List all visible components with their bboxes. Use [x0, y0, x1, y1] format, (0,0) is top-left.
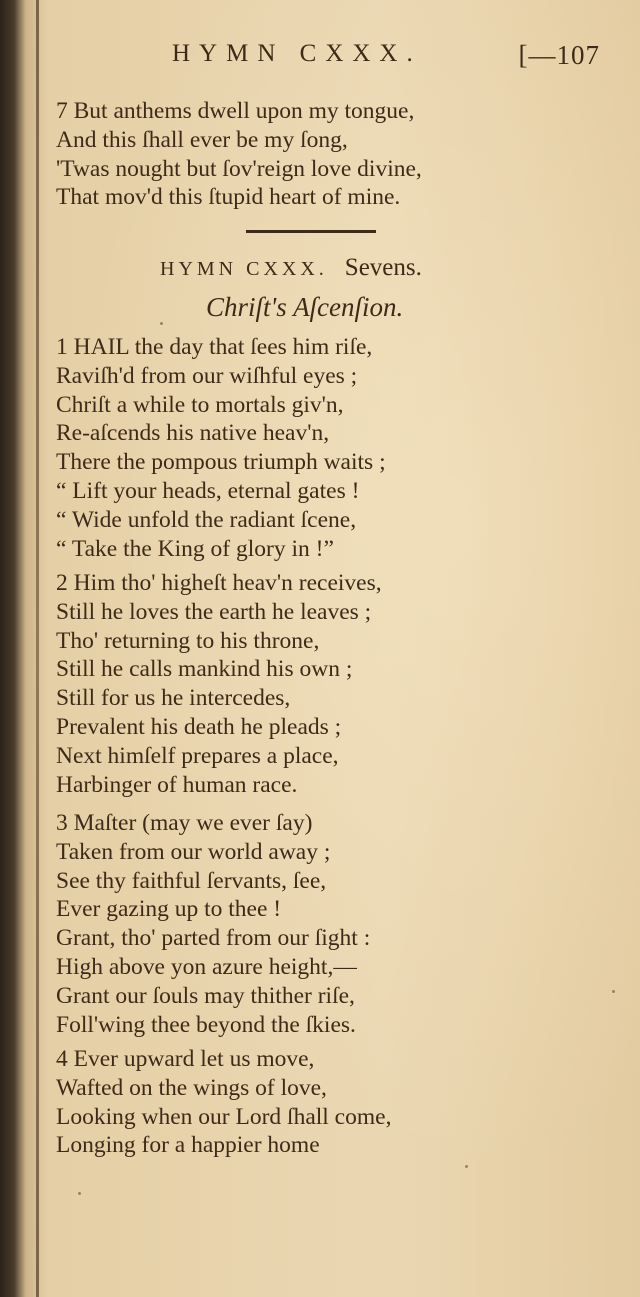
verse-line: 'Twas nought but ſov'reign love divine, [56, 155, 422, 182]
verse-line: Prevalent his death he pleads ; [56, 713, 342, 740]
verse-line: 7 But anthems dwell upon my tongue, [56, 98, 415, 124]
verse-line: Still he calls mankind his own ; [56, 656, 353, 683]
paper-speck [78, 1192, 81, 1195]
verse-line: Wafted on the wings of love, [56, 1074, 327, 1101]
verse-line: Harbinger of human race. [56, 771, 298, 798]
section-divider [246, 230, 376, 233]
binding-gutter [36, 0, 39, 1297]
running-header [120, 40, 600, 80]
verse-line: See thy faithful ſervants, ſee, [56, 867, 327, 894]
verse-line: There the pompous triumph waits ; [56, 449, 386, 476]
verse-line: Taken from our world away ; [56, 838, 331, 865]
paper-speck [612, 990, 615, 993]
verse-line: Still for us he intercedes, [56, 685, 291, 712]
stanza-4 [56, 1045, 616, 1160]
stanza-1 [56, 333, 616, 563]
verse-line: That mov'd this ſtupid heart of mine. [56, 184, 401, 211]
verse-line: Grant our ſouls may thither riſe, [56, 982, 355, 1009]
paper-speck [160, 322, 163, 325]
verse-line: And this ſhall ever be my ſong, [56, 126, 348, 153]
stanza-2 [56, 569, 616, 799]
verse-line: Chriſt a while to mortals giv'n, [56, 391, 344, 418]
running-title: HYMN CXXX. [172, 40, 422, 67]
verse-line: Still he loves the earth he leaves ; [56, 598, 372, 625]
verse-line: “ Take the King of glory in !” [56, 535, 334, 562]
verse-line: Longing for a happier home [56, 1132, 320, 1159]
verse-line: High above yon azure height,— [56, 953, 357, 980]
verse-line: 3 Maſter (may we ever ſay) [56, 810, 313, 836]
verse-line: Grant, tho' parted from our ſight : [56, 925, 371, 952]
paper-speck [465, 1165, 468, 1168]
verse-line: “ Wide unfold the radiant ſcene, [56, 506, 357, 533]
verse-line: 2 Him tho' higheſt heav'n receives, [56, 570, 382, 596]
hymn-heading [160, 254, 422, 282]
verse-line: Looking when our Lord ſhall come, [56, 1103, 392, 1130]
verse-line: “ Lift your heads, eternal gates ! [56, 477, 360, 504]
page-number: [—107 [518, 40, 600, 70]
verse-line: Tho' returning to his throne, [56, 627, 320, 654]
verse-line: Foll'wing thee beyond the ſkies. [56, 1011, 356, 1038]
verse-line: Ever gazing up to thee ! [56, 896, 282, 923]
hymn-number: HYMN CXXX. [160, 258, 328, 280]
stanza-3 [56, 809, 616, 1039]
verse-line: 4 Ever upward let us move, [56, 1046, 315, 1072]
hymn-subject: Chriſt's Aſcenſion. [206, 292, 404, 322]
verse-line: Next himſelf prepares a place, [56, 742, 339, 769]
verse-line: Re-aſcends his native heav'n, [56, 420, 330, 447]
verse-line: 1 HAIL the day that ſees him riſe, [56, 334, 373, 360]
verse-line: Raviſh'd from our wiſhful eyes ; [56, 362, 358, 389]
previous-hymn-final-stanza [56, 97, 616, 212]
hymn-meter: Sevens. [344, 254, 422, 281]
